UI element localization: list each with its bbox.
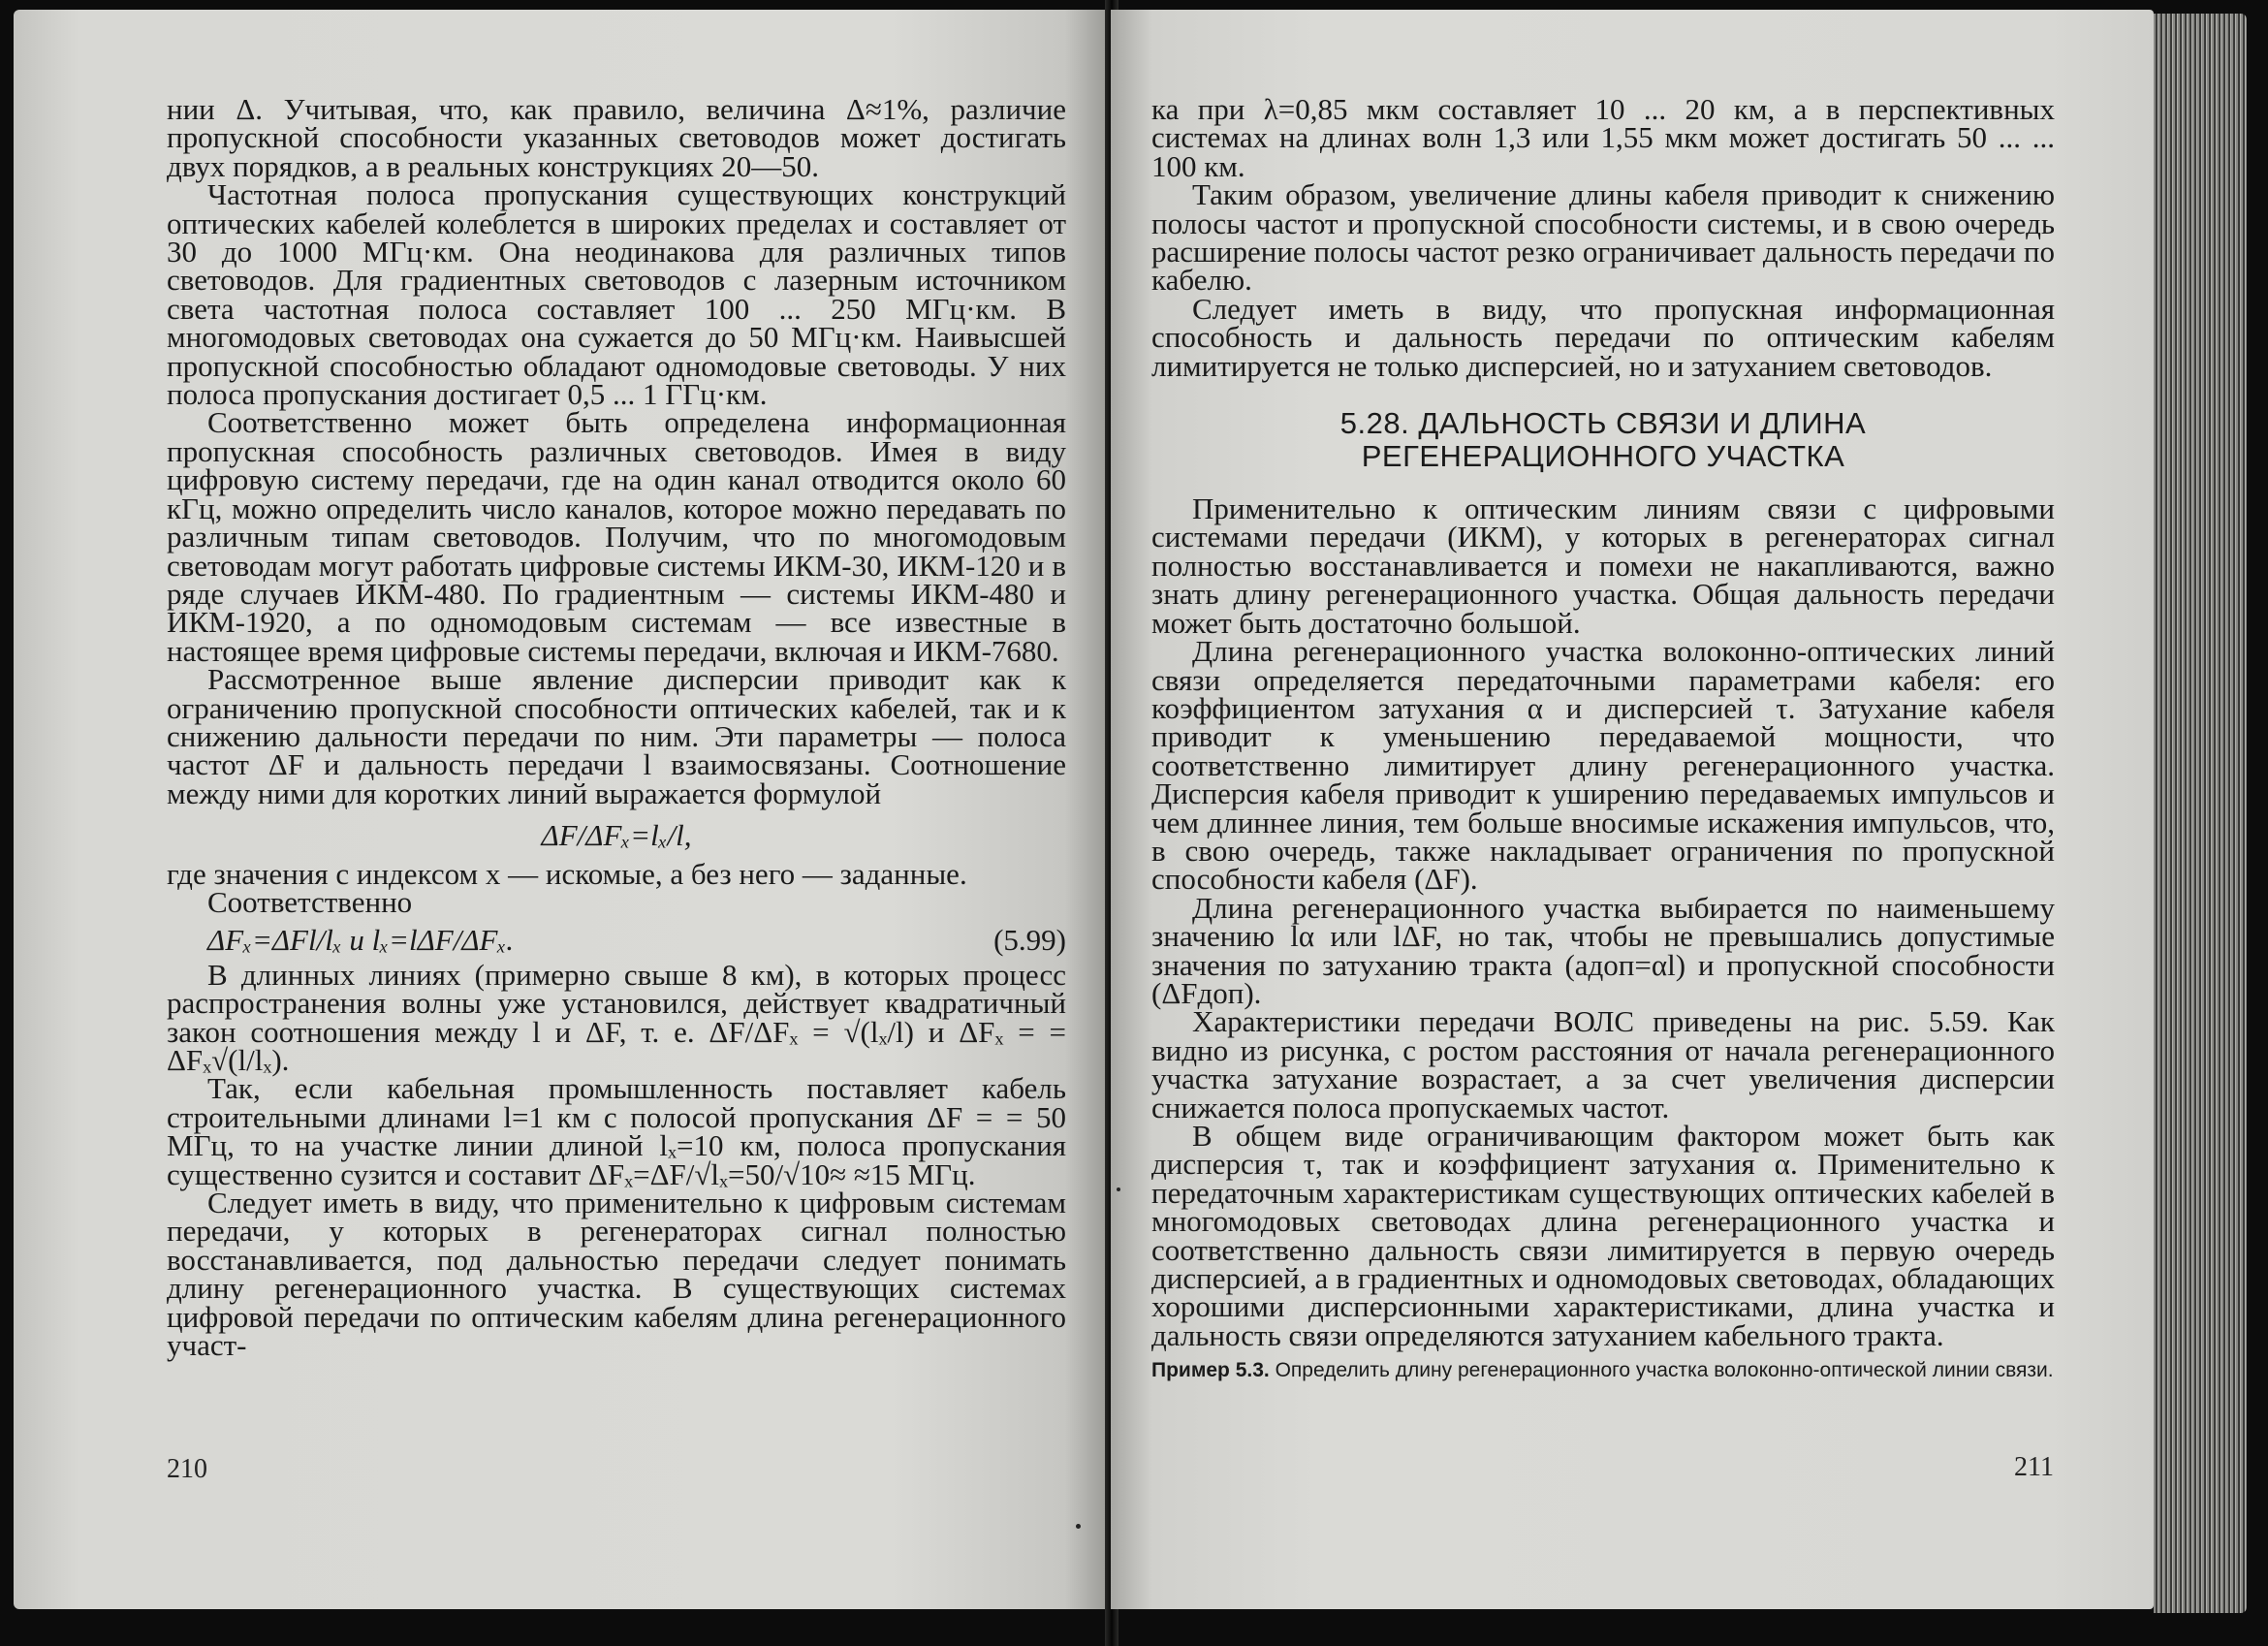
formula-5-99 (167, 923, 1066, 958)
page-edges (2154, 14, 2247, 1613)
section-heading-line1: 5.28. ДАЛЬНОСТЬ СВЯЗИ И ДЛИНА (1339, 406, 1867, 441)
paragraph: ка при λ=0,85 мкм составляет 10 ... 20 км, а в перспективных системах на длинах волн 1,3 или 1,55 мкм может достигать 50 ... ... 100 км. (1151, 92, 2055, 183)
paragraph: Характеристики передачи ВОЛС приведены на рис. 5.59. Как видно из рисунка, с ростом расстояния от начала регенерационного участка затухание возрастает, а за счет увеличения дисперсии снижается полоса пропускаемых частот. (1151, 1004, 2055, 1124)
section-heading (1151, 407, 2055, 473)
paragraph: Длина регенерационного участка волоконно-оптических линий связи определяется передаточными параметрами кабеля: его коэффициентом затухания α и дисперсией τ. Затухание кабеля приводит к уменьшению передаваемой мощности, что соответственно лимитирует длину регенерационного участка. Дисперсия кабеля приводит к уширению передаваемых импульсов и чем длиннее линия, тем больше вносимые искажения импульсов, что, в свою очередь, также накладывает ограничения по пропускной способности кабеля (ΔF). (1151, 634, 2055, 897)
paragraph: Рассмотренное выше явление дисперсии приводит как к ограничению пропускной способности оптических кабелей, так и к снижению дальности передачи по ним. Эти параметры — полоса частот ΔF и дальность передачи l взаимосвязаны. Соотношение между ними для коротких линий выражается формулой (167, 662, 1066, 810)
page-number: 210 (167, 1454, 207, 1484)
paragraph: где значения с индексом x — искомые, а без него — заданные. (167, 856, 967, 891)
right-page (1111, 10, 2154, 1609)
paragraph: Длина регенерационного участка выбирается по наименьшему значению lα или lΔF, но так, чтобы не превышались допустимые значения по затуханию тракта (aдоп=αl) и пропускной способности (ΔFдоп). (1151, 890, 2055, 1010)
paragraph: Частотная полоса пропускания существующих конструкций оптических кабелей колеблется в широких пределах и составляет от 30 до 1000 МГц·км. Она неодинакова для различных типов световодов. Для градиентных световодов с лазерным источником света частотная полоса составляет 100 ... 250 МГц·км. В многомодовых световодах она сужается до 50 МГц·км. Наивысшей пропускной способностью обладают одномодовые световоды. У них полоса пропускания достигает 0,5 ... 1 ГГц·км. (167, 177, 1066, 412)
paragraph: Следует иметь в виду, что применительно к цифровым системам передачи, у которых в регенераторах сигнал полностью восстанавливается, под дальностью передачи следует понимать длину регенерационного участка. В существующих системах цифровой передачи по оптическим кабелям длина регенерационного участ- (167, 1186, 1066, 1363)
example-text: Определить длину регенерационного участка волоконно-оптической линии связи. (1275, 1359, 2054, 1382)
scan-speck (1117, 1187, 1120, 1191)
paragraph: Так, если кабельная промышленность поставляет кабель строительными длинами l=1 км с полосой пропускания ΔF = = 50 МГц, то на участке линии длиной lₓ=10 км, полоса пропускания существенно сузится и составит ΔFₓ=ΔF/√lₓ=50/√10≈ ≈15 МГц. (167, 1071, 1066, 1191)
formula-5-99-body: ΔFₓ=ΔFl/lₓ и lₓ=lΔF/ΔFₓ. (207, 923, 515, 958)
paragraph: Соответственно может быть определена информационная пропускная способность различных световодов. Имея в виду цифровую систему передачи, где на один канал отводится около 60 кГц, можно определить число каналов, которое можно передавать по различным типам световодов. Получим, что по многомодовым световодам могут работать цифровые системы ИКМ-30, ИКМ-120 и в ряде случаев ИКМ-480. По градиентным — системы ИКМ-480 и ИКМ-1920, а по одномодовым системам — все известные в настоящее время цифровые системы передачи, включая и ИКМ-7680. (167, 405, 1066, 668)
left-page (14, 10, 1109, 1609)
paragraph: Таким образом, увеличение длины кабеля приводит к снижению полосы частот и пропускной способности системы, и в свою очередь расширение полосы частот резко ограничивает дальность передачи по кабелю. (1151, 177, 2055, 298)
example-label: Пример 5.3. (1151, 1359, 1270, 1382)
page-number: 211 (2014, 1452, 2054, 1482)
formula-number: (5.99) (993, 923, 1066, 958)
paragraph: Соответственно (207, 884, 413, 919)
paragraph: нии Δ. Учитывая, что, как правило, величина Δ≈1%, различие пропускной способности указанных световодов может достигать двух порядков, а в реальных конструкциях 20—50. (167, 92, 1066, 183)
paragraph: В общем виде ограничивающим фактором может быть как дисперсия τ, так и коэффициент затухания α. Применительно к передаточным характеристикам существующих оптических кабелей в многомодовых световодах длина регенерационного участка и соответственно дальность связи лимитируется в первую очередь дисперсией, а в градиентных и одномодовых световодах, обладающих хорошими дисперсионными характеристиками, длина участка и дальность связи определяются затуханием кабельного тракта. (1151, 1119, 2055, 1352)
paragraph: Следует иметь в виду, что пропускная информационная способность и дальность передачи по оптическим кабелям лимитируется не только дисперсией, но и затуханием световодов. (1151, 291, 2055, 383)
left-page-text (167, 92, 1066, 1363)
formula-5-98: ΔF/ΔFₓ=lₓ/l, (541, 818, 692, 853)
paragraph: В длинных линиях (примерно свыше 8 км), в которых процесс распространения волны уже установился, действует квадратичный закон соотношения между l и ΔF, т. е. ΔF/ΔFₓ = √(lₓ/l) и ΔFₓ = = ΔFₓ√(l/lₓ). (167, 957, 1066, 1077)
section-heading-line2: РЕГЕНЕРАЦИОННОГО УЧАСТКА (1361, 439, 1845, 474)
example-task (1151, 1357, 2055, 1384)
right-page-text (1151, 92, 2055, 1384)
scan-speck (1076, 1524, 1081, 1529)
paragraph: Применительно к оптическим линиям связи с цифровыми системами передачи (ИКМ), у которых в регенераторах сигнал полностью восстанавливается и помехи не накапливаются, важно знать длину регенерационного участка. Общая дальность передачи может быть достаточно большой. (1151, 491, 2055, 640)
